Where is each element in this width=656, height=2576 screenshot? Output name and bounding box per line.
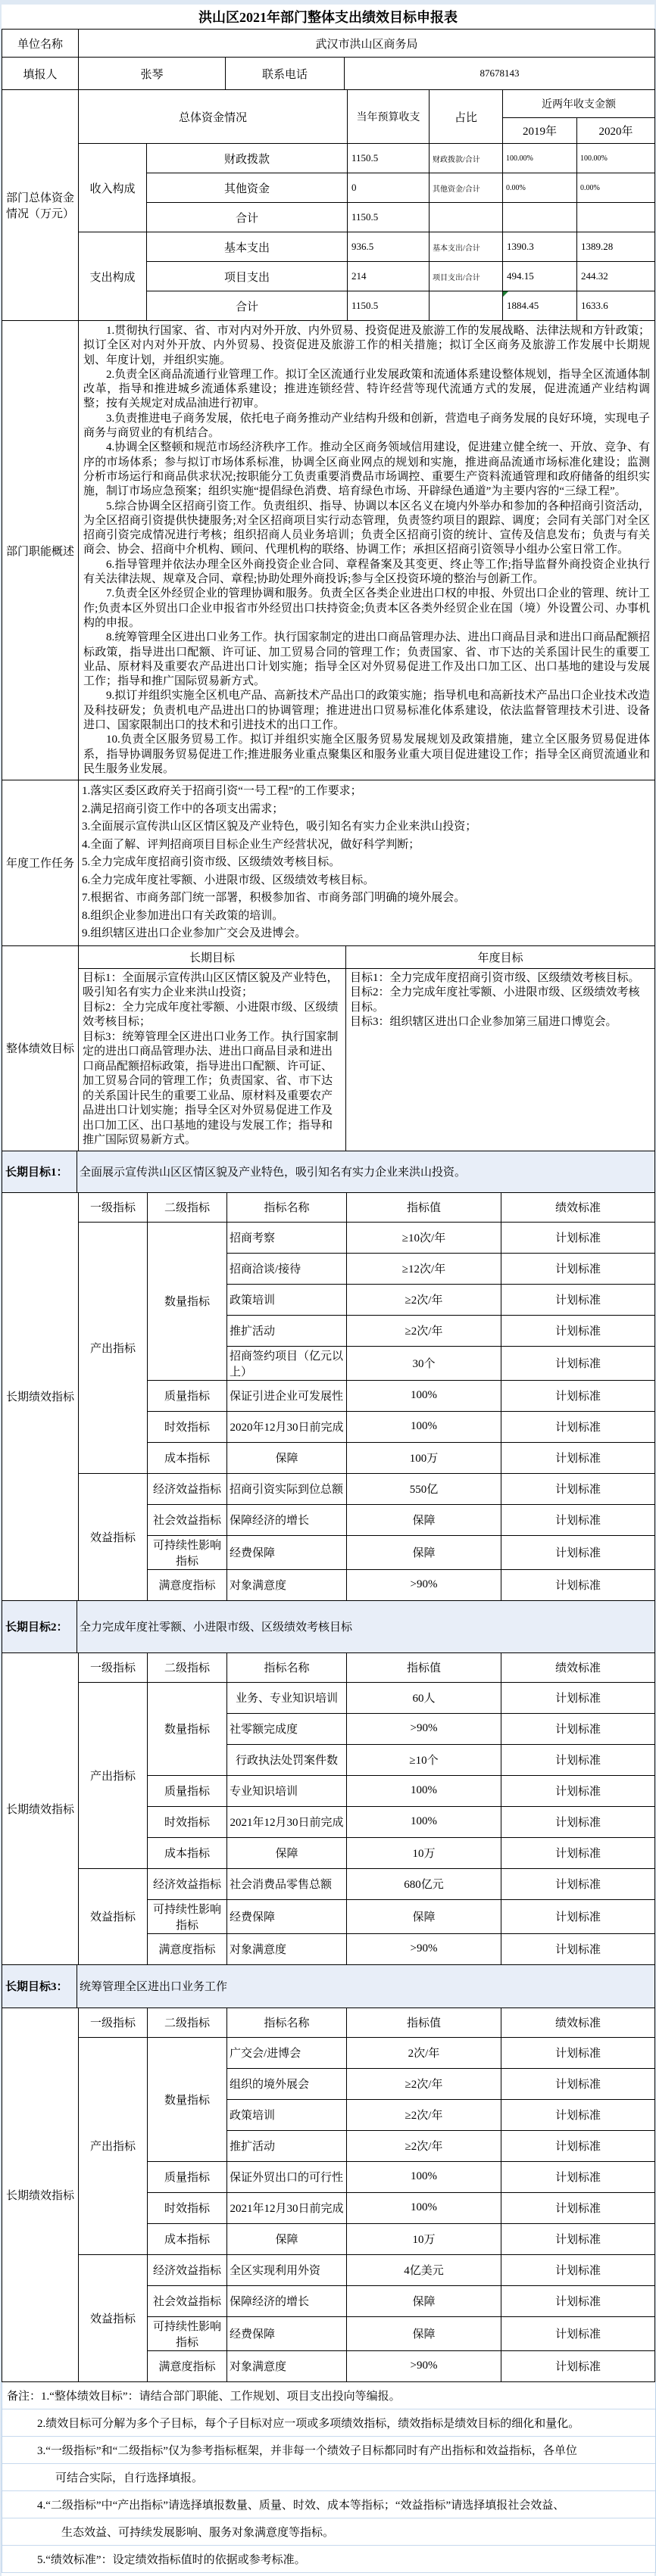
performance-standard: 计划标准 bbox=[501, 2285, 655, 2316]
performance-standard: 计划标准 bbox=[501, 1222, 655, 1253]
expense-row-2019: 1390.3 bbox=[503, 232, 577, 262]
expense-total-ratio bbox=[430, 291, 503, 321]
goal1-divider bbox=[2, 1151, 655, 1193]
benefit-type-label: 满意度指标 bbox=[148, 2350, 227, 2381]
indicator-value: 10万 bbox=[347, 1837, 501, 1868]
phone-value: 87678143 bbox=[345, 58, 655, 90]
performance-standard: 计划标准 bbox=[501, 2316, 655, 2350]
performance-standard: 计划标准 bbox=[501, 2130, 655, 2161]
income-total-2019 bbox=[503, 203, 577, 232]
benefit-indicator-label: 效益指标 bbox=[79, 1868, 148, 1964]
long-term-indicator-label: 长期绩效指标 bbox=[2, 1192, 79, 1600]
expense-total-budget: 1150.5 bbox=[348, 291, 430, 321]
cost-indicator-label: 成本指标 bbox=[148, 1442, 227, 1473]
expense-row-ratio: 基本支出/合计 bbox=[430, 232, 503, 262]
performance-standard: 计划标准 bbox=[501, 1535, 655, 1569]
expense-row-budget: 936.5 bbox=[348, 232, 430, 262]
funds-table bbox=[2, 89, 655, 321]
indicator-name: 招商签约项目（亿元以上） bbox=[227, 1346, 347, 1380]
note-line: 5.“绩效标准”：设定绩效指标值时的依据或参考标准。 bbox=[2, 2545, 655, 2573]
indicator-value: >90% bbox=[347, 1713, 501, 1744]
performance-standard: 计划标准 bbox=[501, 1933, 655, 1964]
expense-row-name: 项目支出 bbox=[147, 262, 348, 291]
indicator-name: 社零额完成度 bbox=[227, 1713, 347, 1744]
notes-section bbox=[2, 2382, 656, 2573]
indicator-name-header: 指标名称 bbox=[227, 2008, 347, 2037]
indicator-name-header: 指标名称 bbox=[227, 1652, 347, 1682]
benefit-type-label: 可持续性影响指标 bbox=[148, 2316, 227, 2350]
indicator-value: 保障 bbox=[347, 2285, 501, 2316]
note-line: 3.“一级指标”和“二级指标”仅为参考指标框架，并非每一个绩效子目标都同时有产出指标和效益指标，各单位 bbox=[2, 2436, 655, 2463]
performance-standard: 计划标准 bbox=[501, 1442, 655, 1473]
level2-indicator-header: 二级指标 bbox=[148, 1652, 227, 1682]
unit-name-value: 武汉市洪山区商务局 bbox=[79, 30, 655, 58]
income-row-2020: 100.00% bbox=[577, 144, 655, 173]
level2-indicator-header: 二级指标 bbox=[148, 1192, 227, 1222]
indicator-value: 10万 bbox=[347, 2223, 501, 2254]
expense-row-ratio: 项目支出/合计 bbox=[430, 262, 503, 291]
annual-goal-item: 目标1：全力完成年度招商引资市级、区级绩效考核目标。 bbox=[350, 971, 640, 984]
performance-standard: 计划标准 bbox=[501, 1284, 655, 1315]
indicator-name: 专业知识培训 bbox=[227, 1775, 347, 1806]
indicator-value: ≥12次/年 bbox=[347, 1253, 501, 1284]
performance-standard-header: 绩效标准 bbox=[501, 2008, 655, 2037]
quantity-indicator-label: 数量指标 bbox=[148, 1682, 227, 1775]
overall-goals-table bbox=[2, 945, 655, 1151]
indicator-name: 2021年12月30日前完成 bbox=[227, 1806, 347, 1837]
goal2-text: 全力完成年度社零额、小进限市级、区级绩效考核目标 bbox=[77, 1600, 655, 1652]
indicator-name: 对象满意度 bbox=[227, 1933, 347, 1964]
function-paragraph: 8.统筹管理全区进出口业务工作。执行国家制定的进出口商品管理办法、进出口商品目录和进出口商品配额招标政策，指导进出口配额、许可证、加工贸易合同的管理工作；负责国家、省、市下达的关系国计民生的重要工业品、原材料及重要农产品进出口计划实施；指导全区对外贸易促进工作及出口加工区、出口基地的建设与发展工作；指导和推广国际贸易新方式。 bbox=[83, 631, 650, 688]
indicator-name: 推扩活动 bbox=[227, 1315, 347, 1346]
indicator-name: 保障经济的增长 bbox=[227, 2285, 347, 2316]
long-term-goal-header: 长期目标 bbox=[79, 945, 346, 968]
indicator-name: 2021年12月30日前完成 bbox=[227, 2192, 347, 2223]
indicator-value: ≥2次/年 bbox=[347, 1284, 501, 1315]
long-term-goal-item: 目标1：全面展示宣传洪山区区情区貌及产业特色，吸引知名有实力企业来洪山投资； bbox=[83, 971, 339, 999]
indicator-value: 100% bbox=[347, 1411, 501, 1442]
task-line: 8.组织企业参加进出口有关政策的培训。 bbox=[82, 909, 284, 922]
overall-goals-label: 整体绩效目标 bbox=[2, 945, 79, 1151]
indicator-name: 政策培训 bbox=[227, 1284, 347, 1315]
indicator-name: 推扩活动 bbox=[227, 2130, 347, 2161]
performance-standard: 计划标准 bbox=[501, 2099, 655, 2130]
income-total-ratio bbox=[430, 203, 503, 232]
performance-standard-header: 绩效标准 bbox=[501, 1192, 655, 1222]
goal1-number-label: 长期目标1： bbox=[2, 1151, 77, 1192]
income-row-2019: 0.00% bbox=[503, 173, 577, 203]
indicator-value: 60人 bbox=[347, 1682, 501, 1713]
income-row-ratio: 其他资金/合计 bbox=[430, 173, 503, 203]
indicator-name: 经费保障 bbox=[227, 1535, 347, 1569]
performance-standard: 计划标准 bbox=[501, 1713, 655, 1744]
task-line: 4.全面了解、评判招商项目目标企业生产经营状况，做好科学判断； bbox=[82, 838, 420, 851]
note-line: 2.绩效目标可分解为多个子目标，每个子目标对应一项或多项绩效指标，绩效指标是绩效目标的细化和量化。 bbox=[2, 2409, 655, 2436]
unit-name-label: 单位名称 bbox=[2, 30, 79, 58]
indicator-value: >90% bbox=[347, 2350, 501, 2381]
benefit-type-label: 经济效益指标 bbox=[148, 1868, 227, 1899]
task-line: 7.根据省、市商务部门统一部署，积极参加省、市商务部门明确的境外展会。 bbox=[82, 892, 466, 905]
indicator-value: ≥2次/年 bbox=[347, 2068, 501, 2099]
indicator-name: 广交会/进博会 bbox=[227, 2037, 347, 2068]
expense-row-2020: 244.32 bbox=[577, 262, 655, 291]
benefit-type-label: 可持续性影响指标 bbox=[148, 1899, 227, 1933]
expense-row-2020: 1389.28 bbox=[577, 232, 655, 262]
indicator-name: 业务、专业知识培训 bbox=[227, 1682, 347, 1713]
function-paragraph: 9.拟订并组织实施全区机电产品、高新技术产品出口的政策实施；指导机电和高新技术产品出口企业技术改造及科技研发；负责机电产品进出口的协调管理；推进进出口贸易标准化体系建设，依法监督管理技术引进、设备进口、国家限制出口的技术和引进技术的出口工作。 bbox=[83, 690, 650, 732]
funds-recent-header: 近两年收支金额 bbox=[503, 90, 655, 118]
performance-standard: 计划标准 bbox=[501, 1806, 655, 1837]
reporter-label: 填报人 bbox=[2, 58, 79, 90]
functions-content bbox=[79, 321, 655, 780]
reporter-value: 张琴 bbox=[79, 58, 226, 90]
indicator-name: 保证引进企业可发展性 bbox=[227, 1380, 347, 1411]
income-row-budget: 1150.5 bbox=[348, 144, 430, 173]
indicator-name: 对象满意度 bbox=[227, 2350, 347, 2381]
indicator-name: 对象满意度 bbox=[227, 1569, 347, 1600]
indicator-name: 保障 bbox=[227, 2223, 347, 2254]
annual-goal-item: 目标2：全力完成年度社零额、小进限市级、区级绩效考核目标。 bbox=[350, 986, 640, 1014]
performance-standard: 计划标准 bbox=[501, 1837, 655, 1868]
performance-standard: 计划标准 bbox=[501, 2068, 655, 2099]
performance-standard-header: 绩效标准 bbox=[501, 1652, 655, 1682]
indicator-value: 4亿美元 bbox=[347, 2254, 501, 2285]
cost-indicator-label: 成本指标 bbox=[148, 2223, 227, 2254]
cost-indicator-label: 成本指标 bbox=[148, 1837, 227, 1868]
time-indicator-label: 时效指标 bbox=[148, 2192, 227, 2223]
benefit-type-label: 可持续性影响指标 bbox=[148, 1535, 227, 1569]
quality-indicator-label: 质量指标 bbox=[148, 1380, 227, 1411]
indicator-value: ≥10个 bbox=[347, 1744, 501, 1775]
funds-ratio-header: 占比 bbox=[430, 90, 503, 144]
function-paragraph: 10.负责全区服务贸易工作。拟订并组织实施全区服务贸易发展规划及政策措施，建立全区服务贸易促进体系，指导协调服务贸易促进工作;推进服务业重点聚集区和服务业重大项目促进建设工作；指导全区商贸流通业和民生服务业发展。 bbox=[83, 734, 650, 775]
indicator-name: 行政执法处罚案件数 bbox=[227, 1744, 347, 1775]
benefit-type-label: 社会效益指标 bbox=[148, 1504, 227, 1535]
indicator-value: >90% bbox=[347, 1569, 501, 1600]
indicator-value: 保障 bbox=[347, 1899, 501, 1933]
indicator-name: 政策培训 bbox=[227, 2099, 347, 2130]
goal3-indicator-table bbox=[2, 2008, 655, 2382]
long-term-goals-cell bbox=[79, 968, 346, 1151]
benefit-indicator-label: 效益指标 bbox=[79, 1473, 148, 1600]
indicator-value: 30个 bbox=[347, 1346, 501, 1380]
indicator-value-header: 指标值 bbox=[347, 2008, 501, 2037]
output-indicator-label: 产出指标 bbox=[79, 2037, 148, 2254]
long-term-goal-item: 目标3：统筹管理全区进出口业务工作。执行国家制定的进出口商品管理办法、进出口商品目录和进出口商品配额招标政策，指导进出口配额、许可证、加工贸易合同的管理工作；负责国家、省、市下达的关系国计民生的重要工业品、原材料及重要农产品进出口计划实施；指导全区对外贸易促进工作及出口加工区、出口基地的建设与发展工作；指导和推广国际贸易新方式。 bbox=[83, 1030, 339, 1147]
indicator-value: ≥2次/年 bbox=[347, 1315, 501, 1346]
note-line: 备注：1.“整体绩效目标”：请结合部门职能、工作规划、项目支出投向等编报。 bbox=[2, 2382, 655, 2409]
indicator-value: 100% bbox=[347, 2192, 501, 2223]
indicator-value: 100% bbox=[347, 2161, 501, 2192]
performance-standard: 计划标准 bbox=[501, 2037, 655, 2068]
goal3-divider bbox=[2, 1964, 655, 2008]
performance-standard: 计划标准 bbox=[501, 2161, 655, 2192]
performance-standard: 计划标准 bbox=[501, 1868, 655, 1899]
function-paragraph: 7.负责全区外经贸企业的管理协调和服务。负责全区各类企业进出口权的申报、外贸出口企业的管理、统计工作;负责本区外贸出口企业申报省市外经贸出口扶持资金;负责本区各类外经贸企业在国（境）外设置公司、办事机构的申报。 bbox=[83, 587, 650, 629]
benefit-type-label: 经济效益指标 bbox=[148, 1473, 227, 1504]
expense-group-label: 支出构成 bbox=[79, 232, 147, 321]
note-line: 生态效益、可持续发展影响、服务对象满意度等指标。 bbox=[2, 2518, 655, 2545]
expense-total-2019: 1884.45 bbox=[503, 291, 577, 321]
goal2-number-label: 长期目标2： bbox=[2, 1600, 77, 1652]
performance-standard: 计划标准 bbox=[501, 1899, 655, 1933]
tasks-table bbox=[2, 780, 655, 946]
income-total-budget: 1150.5 bbox=[348, 203, 430, 232]
function-paragraph: 5.综合协调全区招商引资工作。负责组织、指导、协调以本区名义在境内外举办和参加的各种招商引资活动，为全区招商引资提供快捷服务;对全区招商项目实行动态管理，负责签约项目的跟踪、调度；会同有关部门对全区招商引资完成情况进行考核；组织招商人员业务培训；负责全区招商引资的统计、宣传及信息发布；负责与有关商会、协会、招商中介机构、顾问、代理机构的联络、协调工作；承担区招商引资领导小组办公室日常工作。 bbox=[83, 500, 650, 556]
performance-standard: 计划标准 bbox=[501, 2223, 655, 2254]
phone-label: 联系电话 bbox=[226, 58, 345, 90]
spreadsheet bbox=[2, 5, 654, 2576]
expense-row-budget: 214 bbox=[348, 262, 430, 291]
indicator-name: 招商考察 bbox=[227, 1222, 347, 1253]
info-table bbox=[2, 29, 655, 90]
income-total-2020 bbox=[577, 203, 655, 232]
note-line: 4.“二级指标”中“产出指标”请选择填报数量、质量、时效、成本等指标；“效益指标”请选择填报社会效益、 bbox=[2, 2490, 655, 2518]
functions-label: 部门职能概述 bbox=[2, 321, 79, 780]
income-row-name: 财政拨款 bbox=[147, 144, 348, 173]
level1-indicator-header: 一级指标 bbox=[79, 1192, 148, 1222]
indicator-value: 2次/年 bbox=[347, 2037, 501, 2068]
indicator-name: 2020年12月30日前完成 bbox=[227, 1411, 347, 1442]
indicator-name: 保障经济的增长 bbox=[227, 1504, 347, 1535]
indicator-value: ≥2次/年 bbox=[347, 2130, 501, 2161]
indicator-value: 100% bbox=[347, 1380, 501, 1411]
level2-indicator-header: 二级指标 bbox=[148, 2008, 227, 2037]
long-term-indicator-label: 长期绩效指标 bbox=[2, 1652, 79, 1964]
output-indicator-label: 产出指标 bbox=[79, 1222, 148, 1473]
indicator-value: 保障 bbox=[347, 2316, 501, 2350]
funds-budget-header: 当年预算收支 bbox=[348, 90, 430, 144]
note-line: 可结合实际，自行选择填报。 bbox=[2, 2463, 655, 2490]
function-paragraph: 4.协调全区整顿和规范市场经济秩序工作。推动全区商务领域信用建设，促进建立健全统一、开放、竞争、有序的市场体系；参与拟订市场体系标准，协调全区商业网点的规划和实施，推进商品流通市场标准化建设；监测分析市场运行和商品供求状况;按职能分工负责重要消费品市场调控、重要生产资料流通管理和政府储备的组织实施，制订市场应急预案；组织实施“提倡绿色消费、培育绿色市场、开辟绿色通道”为主要内容的“三绿工程”。 bbox=[83, 441, 650, 498]
indicator-value-header: 指标值 bbox=[347, 1192, 501, 1222]
performance-standard: 计划标准 bbox=[501, 1744, 655, 1775]
level1-indicator-header: 一级指标 bbox=[79, 2008, 148, 2037]
funds-section-label: 部门总体资金情况（万元） bbox=[2, 90, 79, 321]
quantity-indicator-label: 数量指标 bbox=[148, 2037, 227, 2161]
function-paragraph: 2.负责全区商品流通行业管理工作。拟订全区流通行业发展政策和流通体系建设整体规划，指导全区流通体制改革，指导和推进城乡流通体系建设；推进连锁经营、特许经营等现代流通方式的发展，促进流通产业结构调整；按有关规定对成品油进行初审。 bbox=[83, 368, 650, 410]
task-line: 9.组织辖区进出口企业参加广交会及进博会。 bbox=[82, 927, 307, 940]
indicator-name: 保障 bbox=[227, 1442, 347, 1473]
task-line: 6.全力完成年度社零额、小进限市级、区级绩效考核目标。 bbox=[82, 874, 375, 886]
task-line: 1.落实区委区政府关于招商引资“一号工程”的工作要求； bbox=[82, 785, 362, 798]
indicator-value: 550亿 bbox=[347, 1473, 501, 1504]
indicator-name: 保障 bbox=[227, 1837, 347, 1868]
indicator-name: 全区实现利用外资 bbox=[227, 2254, 347, 2285]
performance-standard: 计划标准 bbox=[501, 1775, 655, 1806]
task-line: 5.全力完成年度招商引资市级、区级绩效考核目标。 bbox=[82, 856, 341, 869]
income-group-label: 收入构成 bbox=[79, 144, 147, 232]
performance-standard: 计划标准 bbox=[501, 1315, 655, 1346]
expense-total-label: 合计 bbox=[147, 291, 348, 321]
performance-standard: 计划标准 bbox=[501, 1346, 655, 1380]
goal1-indicator-table bbox=[2, 1192, 655, 1601]
function-paragraph: 6.指导管理并依法办理全区外商投资企业合同、章程备案及其变更、终止等工作;指导监督外商投资企业执行有关法律法规、规章及合同、章程;协助处理外商投诉;参与全区投资环境的整治与创新工作。 bbox=[83, 558, 650, 586]
indicator-name-header: 指标名称 bbox=[227, 1192, 347, 1222]
spreadsheet-error-triangle bbox=[503, 291, 508, 297]
indicator-value-header: 指标值 bbox=[347, 1652, 501, 1682]
income-row-2020: 0.00% bbox=[577, 173, 655, 203]
goal2-divider bbox=[2, 1600, 655, 1653]
long-term-indicator-label: 长期绩效指标 bbox=[2, 2008, 79, 2381]
performance-standard: 计划标准 bbox=[501, 1504, 655, 1535]
indicator-name: 经费保障 bbox=[227, 1899, 347, 1933]
performance-standard: 计划标准 bbox=[501, 2350, 655, 2381]
indicator-value: 680亿元 bbox=[347, 1868, 501, 1899]
indicator-name: 组织的境外展会 bbox=[227, 2068, 347, 2099]
benefit-indicator-label: 效益指标 bbox=[79, 2254, 148, 2381]
income-row-ratio: 财政拨款/合计 bbox=[430, 144, 503, 173]
annual-goals-cell bbox=[346, 968, 655, 1151]
quality-indicator-label: 质量指标 bbox=[148, 2161, 227, 2192]
goal1-text: 全面展示宣传洪山区区情区貌及产业特色，吸引知名有实力企业来洪山投资。 bbox=[77, 1151, 655, 1192]
quality-indicator-label: 质量指标 bbox=[148, 1775, 227, 1806]
benefit-type-label: 满意度指标 bbox=[148, 1933, 227, 1964]
performance-standard: 计划标准 bbox=[501, 2254, 655, 2285]
indicator-value: ≥10次/年 bbox=[347, 1222, 501, 1253]
performance-standard: 计划标准 bbox=[501, 2192, 655, 2223]
tasks-content bbox=[79, 780, 655, 946]
time-indicator-label: 时效指标 bbox=[148, 1411, 227, 1442]
performance-standard: 计划标准 bbox=[501, 1253, 655, 1284]
function-paragraph: 3.负责推进电子商务发展，依托电子商务推动产业结构升级和创新，营造电子商务发展的良好环境，实现电子商务与商贸业的有机结合。 bbox=[83, 412, 650, 440]
income-row-2019: 100.00% bbox=[503, 144, 577, 173]
benefit-type-label: 社会效益指标 bbox=[148, 2285, 227, 2316]
performance-standard: 计划标准 bbox=[501, 1569, 655, 1600]
expense-row-name: 基本支出 bbox=[147, 232, 348, 262]
output-indicator-label: 产出指标 bbox=[79, 1682, 148, 1868]
indicator-value: ≥2次/年 bbox=[347, 2099, 501, 2130]
time-indicator-label: 时效指标 bbox=[148, 1806, 227, 1837]
quantity-indicator-label: 数量指标 bbox=[148, 1222, 227, 1380]
indicator-value: 保障 bbox=[347, 1504, 501, 1535]
functions-table bbox=[2, 320, 655, 780]
income-row-budget: 0 bbox=[348, 173, 430, 203]
indicator-value: >90% bbox=[347, 1933, 501, 1964]
performance-standard: 计划标准 bbox=[501, 1411, 655, 1442]
indicator-name: 招商引资实际到位总额 bbox=[227, 1473, 347, 1504]
expense-row-2019: 494.15 bbox=[503, 262, 577, 291]
expense-total-2020: 1633.6 bbox=[577, 291, 655, 321]
indicator-value: 100% bbox=[347, 1806, 501, 1837]
tasks-label: 年度工作任务 bbox=[2, 780, 79, 946]
performance-standard: 计划标准 bbox=[501, 1682, 655, 1713]
function-paragraph: 1.贯彻执行国家、省、市对内对外开放、内外贸易、投资促进及旅游工作的发展战略、法律法规和方针政策；拟订全区对内对外开放、内外贸易、投资促进及旅游工作的相关措施；拟订全区商务及旅游工作发展中长期规划、年度计划，并组织实施。 bbox=[83, 325, 650, 366]
page-title: 洪山区2021年部门整体支出绩效目标申报表 bbox=[2, 5, 654, 30]
performance-standard: 计划标准 bbox=[501, 1380, 655, 1411]
benefit-type-label: 经济效益指标 bbox=[148, 2254, 227, 2285]
task-line: 2.满足招商引资工作中的各项支出需求； bbox=[82, 802, 284, 815]
indicator-name: 保证外贸出口的可行性 bbox=[227, 2161, 347, 2192]
indicator-name: 社会消费品零售总额 bbox=[227, 1868, 347, 1899]
level1-indicator-header: 一级指标 bbox=[79, 1652, 148, 1682]
funds-2020-header: 2020年 bbox=[577, 118, 655, 144]
goal2-indicator-table bbox=[2, 1652, 655, 1965]
funds-overall-header: 总体资金情况 bbox=[79, 90, 348, 144]
annual-goal-item: 目标3：组织辖区进出口企业参加第三届进口博览会。 bbox=[350, 1016, 617, 1029]
indicator-name: 经费保障 bbox=[227, 2316, 347, 2350]
income-row-name: 其他资金 bbox=[147, 173, 348, 203]
goal3-text: 统筹管理全区进出口业务工作 bbox=[77, 1964, 655, 2008]
task-line: 3.全面展示宣传洪山区区情区貌及产业特色，吸引知名有实力企业来洪山投资； bbox=[82, 821, 477, 833]
benefit-type-label: 满意度指标 bbox=[148, 1569, 227, 1600]
indicator-value: 100万 bbox=[347, 1442, 501, 1473]
indicator-value: 保障 bbox=[347, 1535, 501, 1569]
indicator-name: 招商洽谈/接待 bbox=[227, 1253, 347, 1284]
goal3-number-label: 长期目标3： bbox=[2, 1964, 77, 2008]
funds-2019-header: 2019年 bbox=[503, 118, 577, 144]
long-term-goal-item: 目标2：全力完成年度社零额、小进限市级、区级绩效考核目标； bbox=[83, 1001, 339, 1029]
annual-goal-header: 年度目标 bbox=[346, 945, 655, 968]
performance-standard: 计划标准 bbox=[501, 1473, 655, 1504]
indicator-value: 100% bbox=[347, 1775, 501, 1806]
income-total-label: 合计 bbox=[147, 203, 348, 232]
